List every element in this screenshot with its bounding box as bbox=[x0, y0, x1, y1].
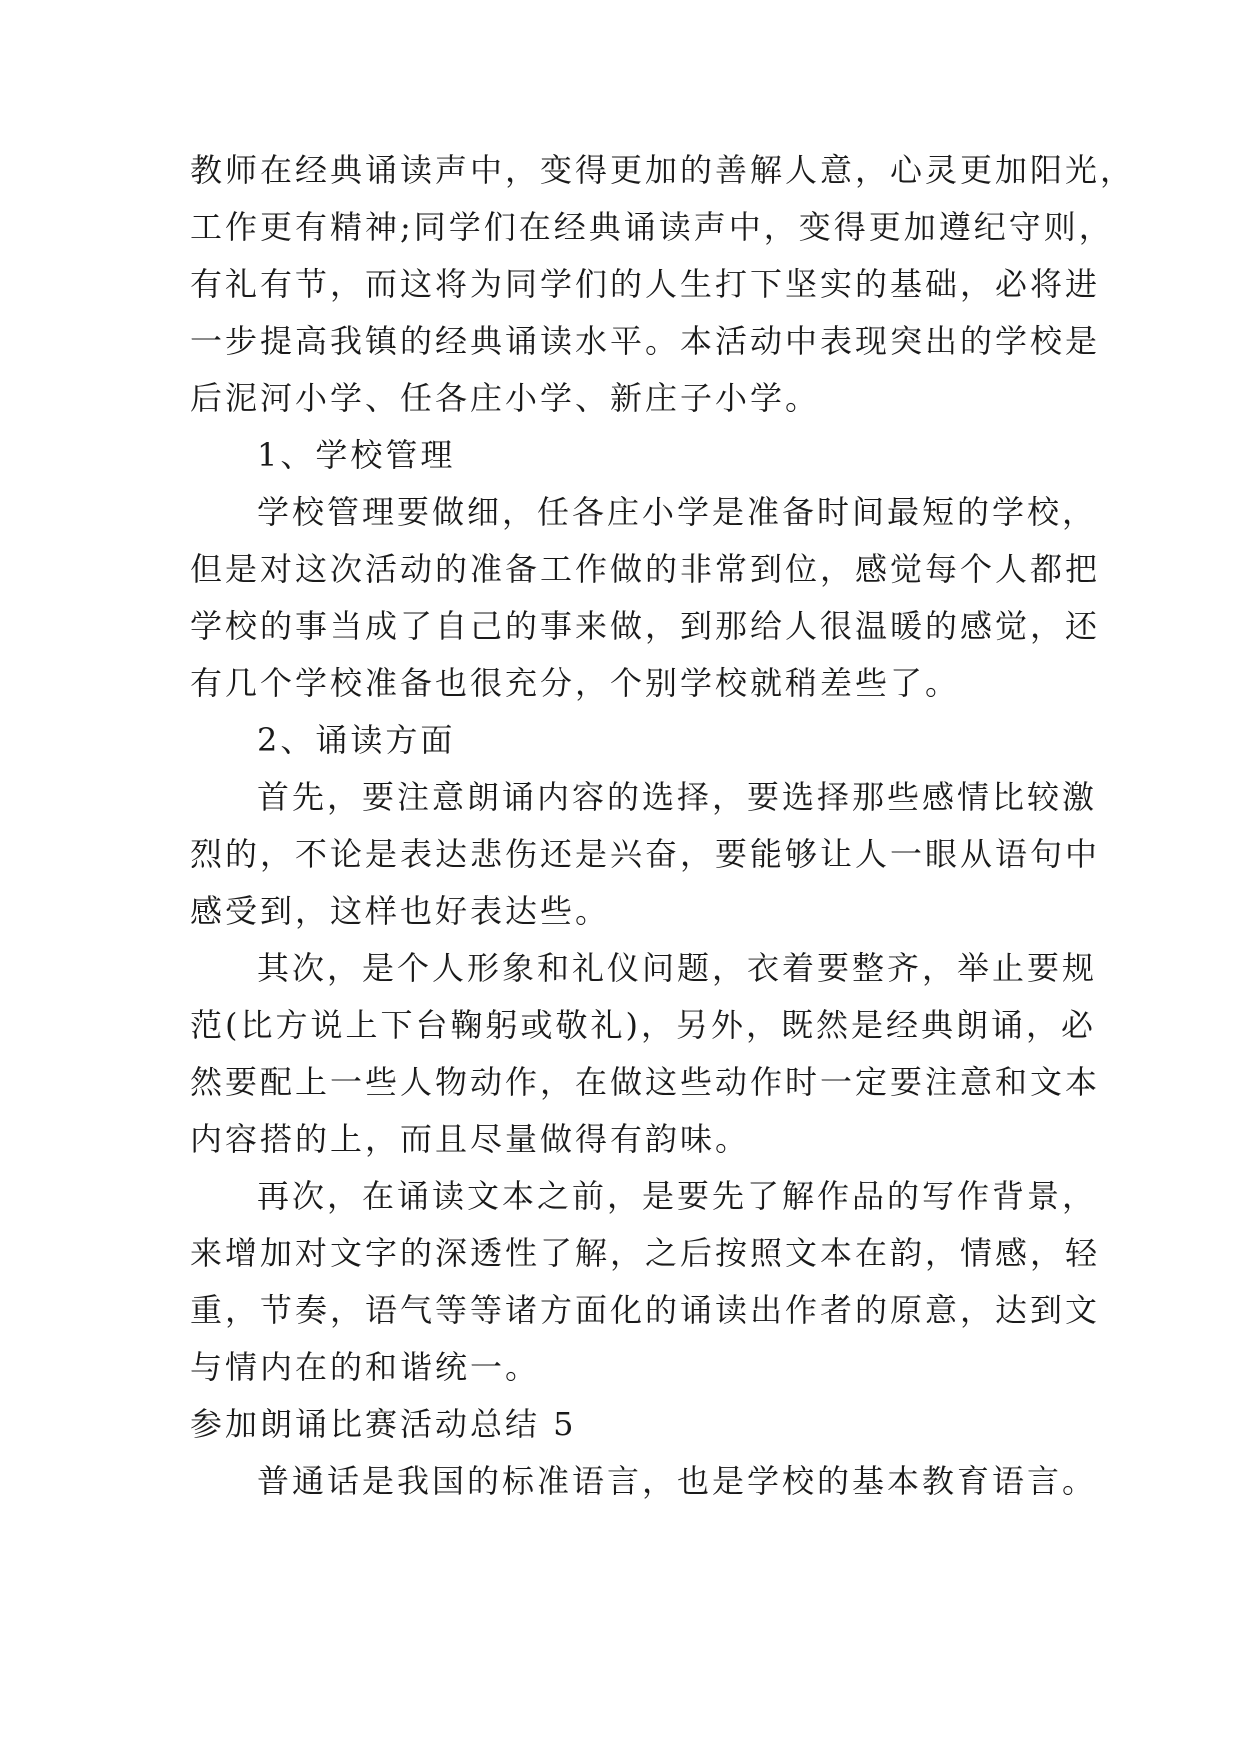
section-heading: 2、诵读方面 bbox=[257, 721, 456, 759]
paragraph-line: 然要配上一些人物动作，在做这些动作时一定要注意和文本 bbox=[190, 1063, 1101, 1101]
paragraph-line: 工作更有精神;同学们在经典诵读声中，变得更加遵纪守则， bbox=[190, 208, 1114, 246]
section-heading: 1、学校管理 bbox=[257, 436, 456, 474]
paragraph-line: 但是对这次活动的准备工作做的非常到位，感觉每个人都把 bbox=[190, 550, 1101, 588]
paragraph-line: 首先，要注意朗诵内容的选择，要选择那些感情比较激 bbox=[257, 778, 1098, 816]
paragraph-line: 有礼有节，而这将为同学们的人生打下坚实的基础，必将进 bbox=[190, 265, 1101, 303]
paragraph-line: 学校的事当成了自己的事来做，到那给人很温暖的感觉，还 bbox=[190, 607, 1101, 645]
paragraph-line: 烈的，不论是表达悲伤还是兴奋，要能够让人一眼从语句中 bbox=[190, 835, 1101, 873]
paragraph-line: 教师在经典诵读声中，变得更加的善解人意，心灵更加阳光， bbox=[190, 151, 1136, 189]
paragraph-line: 再次，在诵读文本之前，是要先了解作品的写作背景， bbox=[257, 1177, 1098, 1215]
paragraph-line: 重，节奏，语气等等诸方面化的诵读出作者的原意，达到文 bbox=[190, 1291, 1101, 1329]
paragraph-line: 普通话是我国的标准语言，也是学校的基本教育语言。 bbox=[257, 1462, 1098, 1500]
paragraph-line: 感受到，这样也好表达些。 bbox=[190, 892, 611, 930]
paragraph-line: 内容搭的上，而且尽量做得有韵味。 bbox=[190, 1120, 751, 1158]
paragraph-line: 与情内在的和谐统一。 bbox=[190, 1348, 541, 1386]
paragraph-line: 其次，是个人形象和礼仪问题，衣着要整齐，举止要规 bbox=[257, 949, 1098, 987]
article-title: 参加朗诵比赛活动总结 5 bbox=[190, 1405, 577, 1443]
paragraph-line: 学校管理要做细，任各庄小学是准备时间最短的学校， bbox=[257, 493, 1098, 531]
paragraph-line: 一步提高我镇的经典诵读水平。本活动中表现突出的学校是 bbox=[190, 322, 1101, 360]
paragraph-line: 范(比方说上下台鞠躬或敬礼)，另外，既然是经典朗诵，必 bbox=[190, 1006, 1096, 1044]
paragraph-line: 后泥河小学、任各庄小学、新庄子小学。 bbox=[190, 379, 821, 417]
paragraph-line: 来增加对文字的深透性了解，之后按照文本在韵，情感，轻 bbox=[190, 1234, 1101, 1272]
paragraph-line: 有几个学校准备也很充分，个别学校就稍差些了。 bbox=[190, 664, 961, 702]
